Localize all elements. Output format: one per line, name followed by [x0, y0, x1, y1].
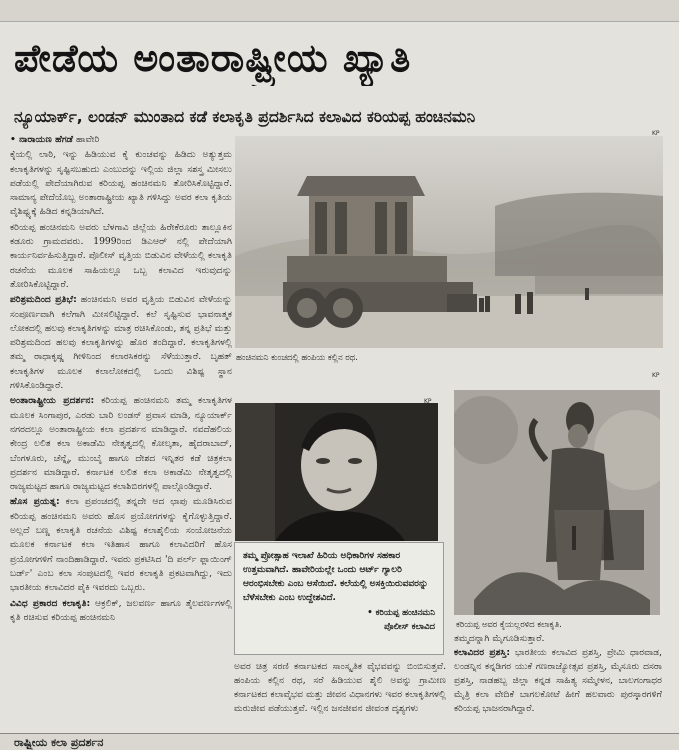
byline: • ನಾರಾಯಣ ಹೆಗಡೆ ಹಾವೇರಿ [10, 134, 100, 145]
section-talent-text: ಹಂಚಿನಮನಿ ಅವರ ವೃತ್ತಿಯ ಬಿಡುವಿನ ವೇಳೆಯನ್ನು ಸಂಪೂರ್ಣವಾಗಿ ಕಲೆಗಾಗಿ ಮೀಸಲಿಟ್ಟಿದ್ದಾರೆ. ಕಲೆ ಸೃಷ್ಟಿಸುವ ಭಾವನಾತ್ಮಕ ಲೋಕದಲ್ಲಿ ಹಲವು ಕಲಾಕೃತಿಗಳನ್ನು ಮಾತ್ರ ರಚಿಸಿಕೊಂಡು, ತನ್ನ ಪ್ರತಿಭೆ ಮತ್ತು ಪರಿಶ್ರಮದಿಂದ ಹಲವು ಕಲಾಕೃತಿಗಳನ್ನು ಹೊರ ತಂದಿದ್ದಾರೆ. ಕಲಾಕೃತಿಗಳಲ್ಲಿ ತಮ್ಮ ರಾಧಾಕೃಷ್ಣ ಗೀಳಿನಿಂದ ಕಲಾರಸಿಕರನ್ನು ಸೆಳೆಯುತ್ತಾರೆ. ಬೃಹತ್ ಕಲಾಕೃತಿಗಳ ಮೂಲಕ ಕಲಾಲೋಕದಲ್ಲಿ ಒಂದು ವಿಶಿಷ್ಟ ಸ್ಥಾನ ಗಳಿಸಿಕೊಂಡಿದ್ದಾರೆ. [10, 294, 232, 392]
artist-portrait-photo [235, 403, 438, 541]
photo-credit-2: KP [652, 372, 660, 379]
section-international-lead: ಅಂತಾರಾಷ್ಟ್ರೀಯ ಪ್ರದರ್ಶನ: [10, 395, 95, 407]
article-para2: ಕರಿಯಪ್ಪ ಹಂಚಿನಮನಿ ಅವರು ಬೆಳಗಾವಿ ಜಿಲ್ಲೆಯ ಹಿರೇಕೆರೂರು ತಾಲ್ಲೂಕಿನ ಕಡೂರು ಗ್ರಾಮದವರು. 1999ರಿಂದ ಡಿಎಆರ್ ನಲ್ಲಿ ಪೇದೆಯಾಗಿ ಕಾರ್ಯನಿರ್ವಹಿಸುತ್ತಿದ್ದಾರೆ. ಪೊಲೀಸ್ ವೃತ್ತಿಯ ಬಿಡುವಿನ ವೇಳೆಯಲ್ಲಿ ಕಲಾಕೃತಿ ರಚನೆಯ ಮೂಲಕ ಸಾಹಿಯಲ್ಲೂ ಒಬ್ಬ ಕಲಾವಿದ ಇರುವುದನ್ನು ತೋರಿಸಿಕೊಟ್ಟಿದ್ದಾರೆ. [10, 221, 232, 290]
next-article-strip: ರಾಷ್ಟ್ರೀಯ ಕಲಾ ಪ್ರದರ್ಶನ [0, 733, 679, 750]
quote-attribution-name: • ಕರಿಯಪ್ಪ ಹಂಚಿನಮನಿ [367, 608, 435, 618]
section-new-attempt-lead: ಹೊಸ ಪ್ರಯತ್ನ: [10, 496, 60, 508]
article-intro: ಕೈಯಲ್ಲಿ ಲಾಠಿ, ಇನ್ನು ಹಿಡಿಯುವ ಕೈ ಕುಂಚವನ್ನು ಹಿಡಿದು ಅತ್ಯುತ್ತಮ ಕಲಾಕೃತಿಗಳನ್ನು ಸೃಷ್ಟಿಸಬಹುದು ಎಂಬುದನ್ನು ಇಲ್ಲಿಯ ಜಿಲ್ಲಾ ಸಶಸ್ತ್ರ ಮೀಸಲು ಪಡೆಯಲ್ಲಿ ಪೇದೆಯಾಗಿರುವ ಕರಿಯಪ್ಪ ಹಂಚಿನಮನಿ ತೋರಿಸಿಕೊಟ್ಟಿದ್ದಾರೆ. ಸಾಮಾನ್ಯ ಪೇದೆಯೊಬ್ಬ ಅಂತಾರಾಷ್ಟ್ರೀಯ ಖ್ಯಾತಿ ಗಳಿಸಿದ್ದು ಅವರ ಕಲಾ ಕೃತಿಯ ವೈಶಿಷ್ಟ್ಯಕ್ಕೆ ಹಿಡಿದ ಕನ್ನಡಿಯಾಗಿದೆ. [10, 149, 232, 218]
byline-place: ಹಾವೇರಿ [75, 134, 100, 145]
photo-credit-3: KP [424, 398, 432, 405]
top-fold [0, 0, 679, 22]
article-bottom-right [454, 632, 662, 730]
chariot-painting-photo [235, 136, 663, 348]
subheadline: ನ್ಯೂಯಾರ್ಕ್, ಲಂಡನ್ ಮುಂತಾದ ಕಡೆ ಕಲಾಕೃತಿ ಪ್ರದರ್ಶಿಸಿದ ಕಲಾವಿದ ಕರಿಯಪ್ಪ ಹಂಚಿನಮನಿ [14, 108, 476, 126]
byline-name: ನಾರಾಯಣ ಹೆಗಡೆ [19, 134, 74, 145]
headline: ಪೇಡೆಯ ಅಂತಾರಾಷ್ಟ್ರೀಯ ಖ್ಯಾತಿ [14, 36, 412, 80]
section-new-attempt [10, 495, 232, 595]
painting-photo-caption: ಕರಿಯಪ್ಪ ಅವರ ಕೈಯಲ್ಲರಳಿದ ಕಲಾಕೃತಿ. [456, 619, 562, 629]
chariot-photo-caption: ಹಂಚಿನಮನಿ ಕುಂಚದಲ್ಲಿ ಹಂಪಿಯ ಕಲ್ಲಿನ ರಥ. [236, 352, 358, 362]
section-talent-lead: ಪರಿಶ್ರಮದಿಂದ ಪ್ರತಿಭೆ: [10, 294, 77, 306]
section-talent [10, 293, 232, 393]
bottom-right-line1: ತಮ್ಮದನ್ನಾಗಿ ಮೈಗೂಡಿಸುತ್ತಾರೆ. [454, 633, 545, 644]
section-awards-lead: ಕಲಾವಿದರ ಪ್ರಶಸ್ತಿ: [454, 647, 511, 658]
photo-credit-1: KP [652, 130, 660, 137]
krishna-painting-photo [454, 390, 660, 615]
section-art-forms [10, 597, 232, 626]
section-art-forms-text: ಆಕ್ರಲಿಕ್, ಜಲವರ್ಣ ಹಾಗೂ ತೈಲವರ್ಣಗಳಲ್ಲಿ ಕೃತಿ ರಚಿಸುವ ಕರಿಯಪ್ಪ ಹಂಚಿನಮನಿ [10, 597, 232, 623]
section-new-attempt-text: ಕಲಾ ಪ್ರಪಂಚದಲ್ಲಿ ತನ್ನದೇ ಆದ ಛಾಪು ಮೂಡಿಸಿರುವ ಕರಿಯಪ್ಪ ಹಂಚಿನಮನಿ ಅವರು ಹೊಸ ಪ್ರಯೋಗಗಳನ್ನು ಕೈಗೊಳ್ಳುತ್ತಿದ್ದಾರೆ. ಅಲ್ಲದೆ ಬಣ್ಣ ಕಲಾಕೃತಿ ರಚನೆಯ ವಿಶಿಷ್ಟ ಕಲಾಶೈಲಿಯ ಸಂಯೋಜನೆಯ ಮೂಲಕ ಕರ್ನಾಟಕ ಕಲಾ ಇತಿಹಾಸ ಹಾಗೂ ಕಲಾವಿದರಿಗೆ ಹೊಸ ಪ್ರಯೋಗಗಳಿಗೆ ನಾಂದಿಹಾಡಿದ್ದಾರೆ. ಇವರು ಪ್ರಕಟಿಸಿದ 'ದಿ ಪರ್ಲ್ ಫ್ಲಾಯಿಂಗ್ ಬರ್ಡ್' ಎಂಬ ಕಲಾ ಸಂಪುಟದಲ್ಲಿ ಇವರ ಕಲಾಕೃತಿ ಪ್ರಕಟವಾಗಿದ್ದು, ಇದು ಭಾರತೀಯ ಕಲಾವಿದರ ಪೈಕಿ ಇವರದು ಒಬ್ಬರು. [10, 496, 232, 594]
quote-attribution-role: ಪೊಲೀಸ್ ಕಲಾವಿದ [384, 622, 435, 632]
quote-text: ತಮ್ಮ ಪ್ರೋತ್ಸಾಹ ಇಲಾಖೆ ಹಿರಿಯ ಅಧಿಕಾರಿಗಳ ಸಹಕಾರ ಉತ್ತಮವಾಗಿದೆ. ಹಾವೇರಿಯಲ್ಲೇ ಒಂದು ಆರ್ಟ್ ಗ್ಯಾಲರಿ ಆರಂಭಿಸಬೇಕು ಎಂಬ ಆಸೆಯಿದೆ. ಕಲೆಯಲ್ಲಿ ಅಸಕ್ತಿಯಿರುವವರನ್ನು ಬೆಳೆಸಬೇಕು ಎಂಬ ಉದ್ದೇಶವಿದೆ. [243, 551, 429, 603]
quote-box [234, 542, 444, 655]
section-international [10, 394, 232, 494]
section-international-text: ಕರಿಯಪ್ಪ ಹಂಚಿನಮನಿ ತಮ್ಮ ಕಲಾಕೃತಿಗಳ ಮೂಲಕ ಸಿಂಗಾಪುರ, ಎರಡು ಬಾರಿ ಲಂಡನ್ ಪ್ರವಾಸ ಮಾಡಿ, ನ್ಯೂಯಾರ್ಕ್ ನಗರದಲ್ಲೂ ಅಂತಾರಾಷ್ಟ್ರೀಯ ಕಲಾ ಪ್ರದರ್ಶನ ಮಾಡಿದ್ದಾರೆ. ನವದೆಹಲಿಯ ಕೇಂದ್ರ ಲಲಿತ ಕಲಾ ಅಕಾಡೆಮಿ ನೇತೃತ್ವದಲ್ಲಿ ಕೋಲ್ಕತಾ, ಹೈದರಾಬಾದ್, ಬೆಂಗಳೂರು, ಚೆನ್ನೈ, ಮುಂಬೈ ಹಾಗೂ ದೇಶದ ಇನ್ನಿತರ ಕಡೆ ಚಿತ್ರಕಲಾ ಪ್ರದರ್ಶನ ಮಾಡಿದ್ದಾರೆ. ಕರ್ನಾಟಕ ಲಲಿತ ಕಲಾ ಅಕಾಡೆಮಿ ನೇತೃತ್ವದಲ್ಲಿ ರಾಜ್ಯಮಟ್ಟದ ಹಾಗೂ ರಾಜ್ಯಮಟ್ಟದ ಕಲಾಶಿಬಿರಗಳಲ್ಲಿ ಪಾಲ್ಗೊಂಡಿದ್ದಾರೆ. [10, 395, 232, 493]
article-bottom-middle: ಅವರ ಚಿತ್ರ ಸರಣಿ ಕರ್ನಾಟಕದ ಸಾಂಸ್ಕೃತಿಕ ವೈಭವವನ್ನು ಬಿಂಬಿಸುತ್ತವೆ. ಹಂಪಿಯ ಕಲ್ಲಿನ ರಥ, ಸರೆ ಹಿಡಿಯುವ ಶೈಲಿ ಅವನ್ನು ಗ್ರಾಮೀಣ ಕರ್ನಾಟಕದ ಕಲಾವೈಭವ ಮತ್ತು ಜೀವನ ವಿಧಾನಗಳು ಇವರ ಕಲಾಕೃತಿಗಳಲ್ಲಿ ಮರುಜೀವ ಪಡೆಯುತ್ತವೆ. ಇಲ್ಲಿನ ಜನಜೀವನ ಜೀವಂತ ದೃಶ್ಯಗಳು [234, 661, 446, 714]
article-left-column [10, 133, 232, 728]
section-awards [454, 646, 662, 716]
section-art-forms-lead: ವಿವಿಧ ಪ್ರಕಾರದ ಕಲಾಕೃತಿ: [10, 597, 91, 609]
section-awards-text: ಭಾರತೀಯ ಕಲಾವಿದ ಪ್ರಶಸ್ತಿ, ಪ್ರೇಮಿ ಧಾರವಾಡ, ಲಂಡನ್ನಿನ ಕನ್ನಡಿಗರ ಯುಕೆ ಗಣರಾಜ್ಯೋತ್ಸವ ಪ್ರಶಸ್ತಿ, ಮೈಸೂರು ದಸರಾ ಪ್ರಶಸ್ತಿ, ನಾಡಹಬ್ಬ ಜಿಲ್ಲಾ ಕನ್ನಡ ಸಾಹಿತ್ಯ ಸಮ್ಮೇಳನ, ಬಾಲಗಂಗಾಧರ ಮೈತ್ರಿ ಕಲಾ ವೇದಿಕೆ ಬಾಗಲಕೋಟೆ ಹೀಗೆ ಹಲವಾರು ಪುರಸ್ಕಾರಗಳಿಗೆ ಕರಿಯಪ್ಪ ಭಾಜನರಾಗಿದ್ದಾರೆ. [454, 647, 662, 714]
